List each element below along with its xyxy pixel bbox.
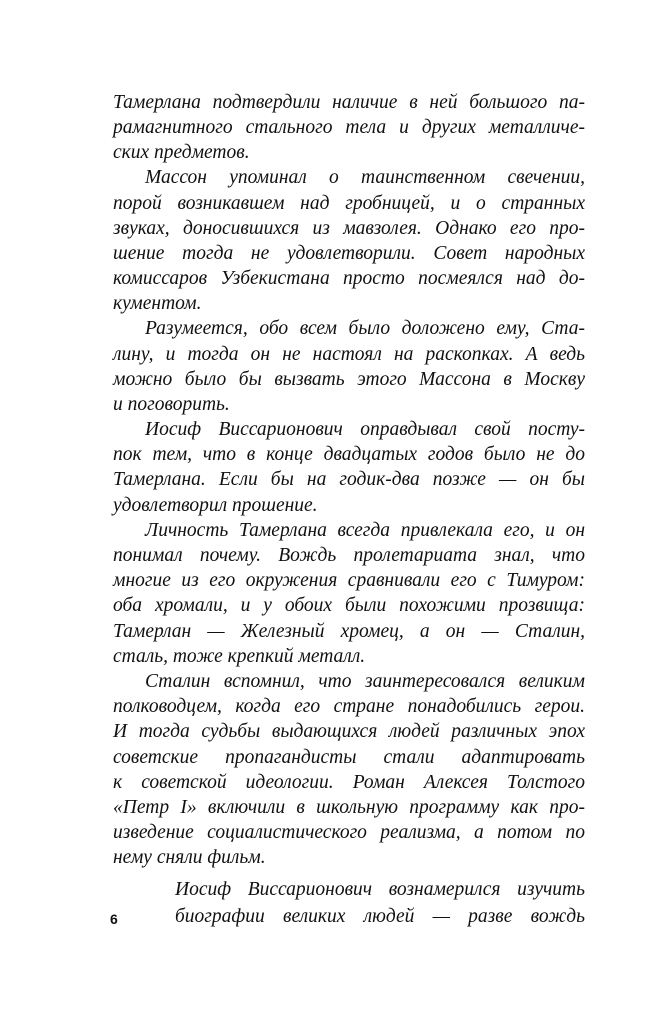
text-line: Массон упоминал о таинственном свечении, — [145, 167, 585, 188]
text-line: кументом. — [113, 293, 202, 314]
text-line: Иосиф Виссарионович вознамерился изучить — [175, 879, 585, 900]
text-line: нему сняли фильм. — [113, 847, 266, 868]
text-line: Личность Тамерлана всегда привлекала его, и он — [145, 520, 585, 541]
text-line: звуках, доносившихся из мавзолея. Однако его про- — [113, 218, 585, 239]
text-line: Тамерлана. Если бы на годик-два позже — он бы — [113, 469, 585, 490]
text-line: порой возникавшем над гробницей, и о странных — [113, 193, 585, 214]
text-line: рамагнитного стального тела и других металличе- — [113, 117, 585, 138]
text-line: удовлетворил прошение. — [113, 495, 318, 516]
page-number: 6 — [110, 911, 118, 927]
text-line: комиссаров Узбекистана просто посмеялся над до- — [113, 268, 585, 289]
text-line: изведение социалистического реализма, а потом по — [113, 822, 585, 843]
text-line: Сталин вспомнил, что заинтересовался великим — [145, 671, 585, 692]
text-line: шение тогда не удовлетворили. Совет народных — [113, 243, 585, 264]
text-line: к советской идеологии. Роман Алексея Толстого — [113, 772, 585, 793]
text-line: биографии великих людей — разве вождь — [175, 906, 585, 927]
text-line: Иосиф Виссарионович оправдывал свой посту- — [145, 419, 585, 440]
text-line: «Петр I» включили в школьную программу как про- — [113, 797, 585, 818]
text-line: и поговорить. — [113, 394, 230, 415]
text-line: можно было бы вызвать этого Массона в Москву — [113, 369, 585, 390]
text-line: лину, и тогда он не настоял на раскопках. А ведь — [113, 344, 585, 365]
text-line: многие из его окружения сравнивали его с Тимуром: — [113, 570, 585, 591]
text-line: понимал почему. Вождь пролетариата знал, что — [113, 545, 585, 566]
text-line: Разумеется, обо всем было доложено ему, Ста- — [145, 318, 585, 339]
text-line: сталь, тоже крепкий металл. — [113, 646, 366, 667]
text-line: Тамерлан — Железный хромец, а он — Сталин, — [113, 621, 585, 642]
text-line: ских предметов. — [113, 142, 250, 163]
text-line: И тогда судьбы выдающихся людей различных эпох — [113, 721, 585, 742]
text-line: полководцем, когда его стране понадобились герои. — [113, 696, 585, 717]
text-line: Тамерлана подтвердили наличие в ней большого па- — [113, 92, 585, 113]
text-line: пок тем, что в конце двадцатых годов было не до — [113, 444, 585, 465]
text-line: советские пропагандисты стали адаптировать — [113, 747, 585, 768]
text-line: оба хромали, и у обоих были похожими прозвища: — [113, 595, 585, 616]
